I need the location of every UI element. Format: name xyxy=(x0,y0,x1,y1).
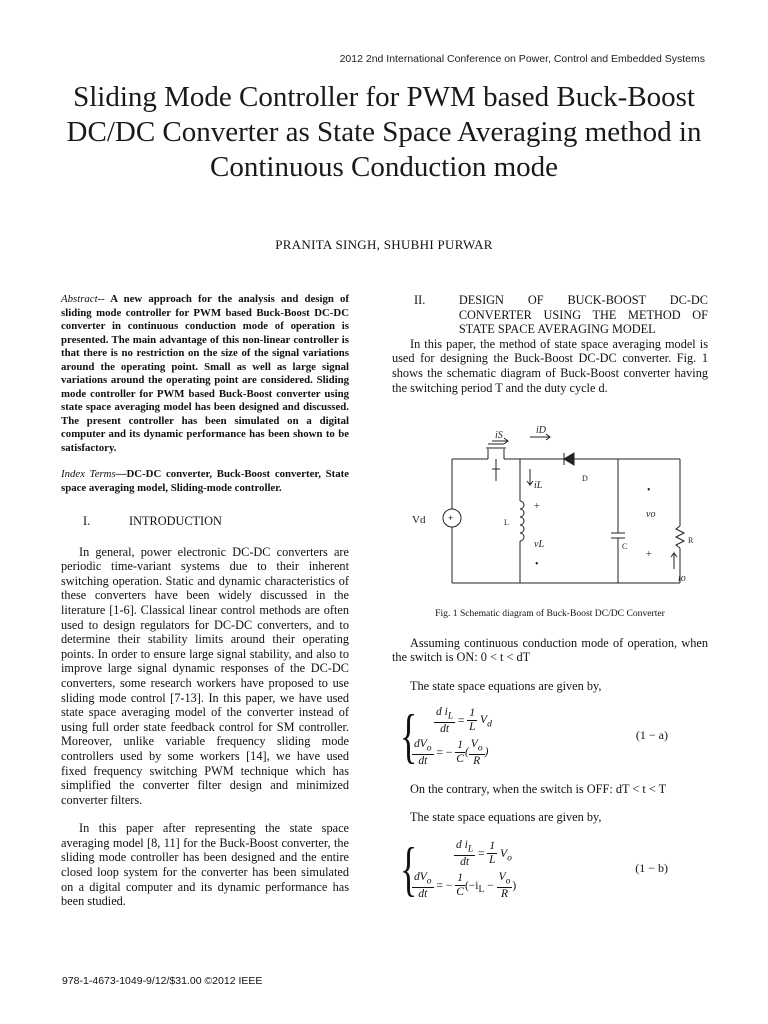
inductor-label: L xyxy=(504,518,509,528)
right-column xyxy=(392,293,708,901)
left-column xyxy=(61,293,349,909)
equation-1b xyxy=(392,835,708,902)
section-2-title: DESIGN OF BUCK-BOOST DC-DC CONVERTER USING THE METHOD OF STATE SPACE AVERAGING MODEL xyxy=(458,293,708,337)
index-terms-label: Index Terms xyxy=(61,468,116,480)
equation-1b-number: (1 − b) xyxy=(635,860,668,875)
id-label: iD xyxy=(536,425,546,437)
il-plus: + xyxy=(534,501,540,513)
abstract xyxy=(61,293,349,455)
index-terms-text: —DC-DC converter, Buck-Boost converter, State space averaging model, Sliding-mode controller. xyxy=(61,468,349,494)
equation-1a xyxy=(392,702,708,769)
section-2-paragraph-3: The state space equations are given by, xyxy=(410,678,602,693)
vd-label: Vd xyxy=(412,514,426,527)
section-2-paragraph-5: The state space equations are given by, xyxy=(410,810,602,825)
vo-plus: + xyxy=(646,549,652,561)
section-1-heading xyxy=(83,514,349,529)
buck-boost-schematic xyxy=(392,421,708,601)
diode-label: D xyxy=(582,474,588,484)
il-label: iL xyxy=(534,480,543,492)
paper-title: Sliding Mode Controller for PWM based Buck-Boost DC/DC Converter as State Space Averaging method in Continuous Conduction mode xyxy=(66,81,702,183)
abstract-text: A new approach for the analysis and design of sliding mode controller for PWM based Buck-Boost DC-DC converter in continuous conduction mode of operation is presented. The main advantage of this non-linear controller is that there is no restriction on the size of the signal variations around the operating point. Small as well as large signal variations around the operating point are considered. Sliding mode controller for PWM based Buck-Boost converter using state space averaging model has been designed and discussed. The present controller has been simulated on a digital computer and its dynamic performance has been shown to be satisfactory. xyxy=(61,293,349,454)
io-label: io xyxy=(678,573,686,585)
conference-header: 2012 2nd International Conference on Power, Control and Embedded Systems xyxy=(339,53,705,65)
is-label: iS xyxy=(495,430,503,442)
capacitor-label: C xyxy=(622,542,628,552)
intro-paragraph-2: In this paper after representing the state space averaging model [8, 11] for the Buck-Boost converter, the sliding mode controller has been designed and the entire closed loop system for the converter has been simulated on a digital computer and its dynamic performance has been studied. xyxy=(61,821,349,909)
circuit-diagram xyxy=(392,421,708,601)
section-2-paragraph-4: On the contrary, when the switch is OFF: dT < t < T xyxy=(410,781,667,796)
section-2-paragraph-2: Assuming continuous conduction mode of operation, when the switch is ON: 0 < t < dT xyxy=(392,635,708,665)
equation-brace: { xyxy=(400,702,418,769)
equation-1b-line-2: $\frac{dV_o}{dt}$ = − $\frac{1}{C}$ ($-i_L$ − $\frac{V_o}{R}$ ) xyxy=(414,870,517,901)
vo-dot: • xyxy=(647,485,651,497)
section-1-number: I. xyxy=(83,514,91,528)
equation-brace: { xyxy=(400,835,418,902)
equation-1a-number: (1 − a) xyxy=(635,727,668,742)
section-1-title: INTRODUCTION xyxy=(129,514,222,528)
vl-dot: • xyxy=(535,559,539,571)
vo-label: vo xyxy=(646,509,656,521)
equation-1a-line-2: $\frac{dV_o}{dt}$ = − $\frac{1}{C}$ ( $\frac{V_o}{R}$ ) xyxy=(414,737,489,767)
figure-caption: Fig. 1 Schematic diagram of Buck-Boost DC/DC Converter xyxy=(435,608,665,620)
section-2-number: II. xyxy=(414,293,426,307)
index-terms xyxy=(61,468,349,495)
footer-copyright: 978-1-4673-1049-9/12/$31.00 ©2012 IEEE xyxy=(62,975,263,987)
intro-paragraph-1: In general, power electronic DC-DC converters are periodic time-variant systems due to their inherent switching operation. Static and dynamic characteristics of these converters have been widely discussed in the literature [1-6]. Classical linear control methods are often used to design regulators for DC-DC converters, and to determine their stability limits around their operating points. In order to ensure large signal stability, and also to improve large signal dynamic responses of the DC-DC converters, some research workers have proposed to use sliding mode control [7-13]. In this paper, we have used state space averaging model of the converter instead of using full order state feedback control for SM controller. Moreover, unlike variable frequency sliding mode controllers used by some workers [14], we have used fixed frequency switching PWM technique which has simplified the converter filter design and minimized converter filters. xyxy=(61,544,349,807)
section-2-heading xyxy=(414,293,708,337)
equation-1a-line-1: $\frac{d i_L}{dt}$ = $\frac{1}{L}$ $V_d$ xyxy=(436,705,492,735)
resistor-label: R xyxy=(688,536,694,546)
abstract-label: Abstract-- xyxy=(61,293,105,305)
section-2-paragraph-1: In this paper, the method of state space averaging model is used for designing the Buck-Boost DC-DC converter. Fig. 1 shows the schematic diagram of Buck-Boost converter having the switching period T and the duty cycle d. xyxy=(392,336,708,395)
equation-1b-line-1: $\frac{d i_L}{dt}$ = $\frac{1}{L}$ $V_o$ xyxy=(456,838,512,869)
authors: PRANITA SINGH, SHUBHI PURWAR xyxy=(275,237,493,252)
source-symbol: + xyxy=(448,513,454,524)
vl-label: vL xyxy=(534,539,544,551)
